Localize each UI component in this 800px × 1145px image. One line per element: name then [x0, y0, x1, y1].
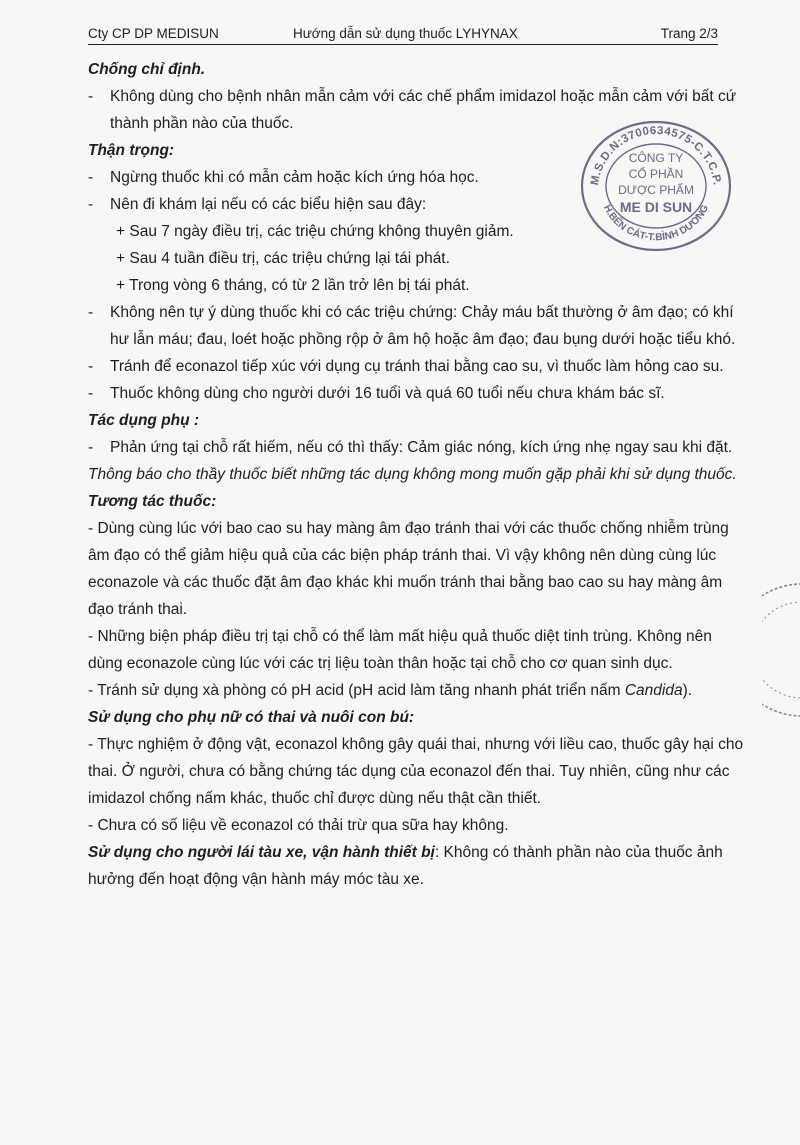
document-body: [88, 56, 748, 893]
sub-list-item: + Trong vòng 6 tháng, có từ 2 lần trở lên bị tái phát.: [116, 277, 470, 294]
pregnancy-paragraph: - Chưa có số liệu về econazol có thải trừ qua sữa hay không.: [88, 817, 509, 834]
seal-line-3: DƯỢC PHẨM: [618, 183, 694, 197]
pregnancy-paragraph: - Thực nghiệm ở động vật, econazol không gây quái thai, nhưng với liều cao, thuốc gây hại cho thai. Ở người, chưa có bằng chứng tác dụng của econazol đến thai. Tuy nhiên, cũng như các imidazol chống nấm khác, thuốc chỉ được dùng nếu thật cần thiết.: [88, 736, 744, 807]
header-title: Hướng dẫn sử dụng thuốc LYHYNAX: [293, 26, 518, 41]
partial-seal-edge: [762, 580, 800, 720]
sub-list-item: + Sau 7 ngày điều trị, các triệu chứng không thuyên giảm.: [116, 223, 514, 240]
list-item: - Ngừng thuốc khi có mẫn cảm hoặc kích ứng hóa học.: [88, 169, 479, 186]
list-item: - Không nên tự ý dùng thuốc khi có các triệu chứng: Chảy máu bất thường ở âm đạo; có khí hư lẫn máu; đau, loét hoặc phồng rộp ở âm hộ hoặc âm đạo; đau bụng dưới hoặc tiểu khó.: [88, 304, 736, 348]
heading-precautions: Thận trọng:: [88, 142, 175, 159]
heading-contraindications: Chống chỉ định.: [88, 61, 206, 78]
seal-bottom-text: H.BẾN CÁT-T.BÌNH DƯƠNG: [600, 203, 712, 244]
driving-paragraph: Sử dụng cho người lái tàu xe, vận hành thiết bị: Không có thành phần nào của thuốc ảnh hưởng đến hoạt động vận hành máy móc tàu xe.: [88, 844, 723, 888]
heading-pregnancy: Sử dụng cho phụ nữ có thai và nuôi con bú:: [88, 709, 415, 726]
seal-line-4: ME DI SUN: [619, 199, 693, 215]
header-company: Cty CP DP MEDISUN: [88, 26, 219, 41]
seal-outer-text: M.S.D.N:3700634575-C.T.C.P.: [589, 124, 723, 187]
heading-side-effects: Tác dụng phụ :: [88, 412, 200, 429]
page-header: [88, 24, 718, 45]
interaction-paragraph: - Những biện pháp điều trị tại chỗ có thể làm mất hiệu quả thuốc diệt tinh trùng. Không nên dùng econazole cùng lúc với các trị liệu toàn thân hoặc tại chỗ cho cơ quan sinh dục.: [88, 628, 712, 672]
list-item: - Thuốc không dùng cho người dưới 16 tuổi và quá 60 tuổi nếu chưa khám bác sĩ.: [88, 385, 665, 402]
candida-italic: Candida: [624, 682, 683, 699]
interaction-paragraph: - Tránh sử dụng xà phòng có pH acid (pH acid làm tăng nhanh phát triển nấm Candida).: [88, 682, 693, 699]
interaction-paragraph: - Dùng cùng lúc với bao cao su hay màng âm đạo tránh thai với các thuốc chống nhiễm trùng âm đạo có thể giảm hiệu quả của các biện pháp tránh thai. Vì vậy không nên dùng cùng lúc econazole và các thuốc đặt âm đạo khác khi muốn tránh thai bằng bao cao su hay màng âm đạo tránh thai.: [88, 520, 729, 618]
sub-list-item: + Sau 4 tuần điều trị, các triệu chứng lại tái phát.: [116, 250, 450, 267]
seal-line-2: CỔ PHẦN: [628, 167, 684, 181]
list-item: - Phản ứng tại chỗ rất hiếm, nếu có thì thấy: Cảm giác nóng, kích ứng nhẹ ngay sau khi đặt.: [88, 439, 733, 456]
list-item: - Nên đi khám lại nếu có các biểu hiện sau đây:: [88, 196, 427, 213]
seal-line-1: CÔNG TY: [628, 151, 684, 165]
list-item: - Không dùng cho bệnh nhân mẫn cảm với các chế phẩm imidazol hoặc mẫn cảm với bất cứ thành phần nào của thuốc.: [88, 88, 737, 132]
heading-driving: Sử dụng cho người lái tàu xe, vận hành thiết bị: [88, 844, 435, 861]
heading-interactions: Tương tác thuốc:: [88, 493, 217, 510]
side-effects-note: Thông báo cho thầy thuốc biết những tác dụng không mong muốn gặp phải khi sử dụng thuốc.: [88, 466, 737, 483]
list-item: - Tránh để econazol tiếp xúc với dụng cụ tránh thai bằng cao su, vì thuốc làm hỏng cao su.: [88, 358, 724, 375]
header-page-number: Trang 2/3: [660, 26, 718, 41]
